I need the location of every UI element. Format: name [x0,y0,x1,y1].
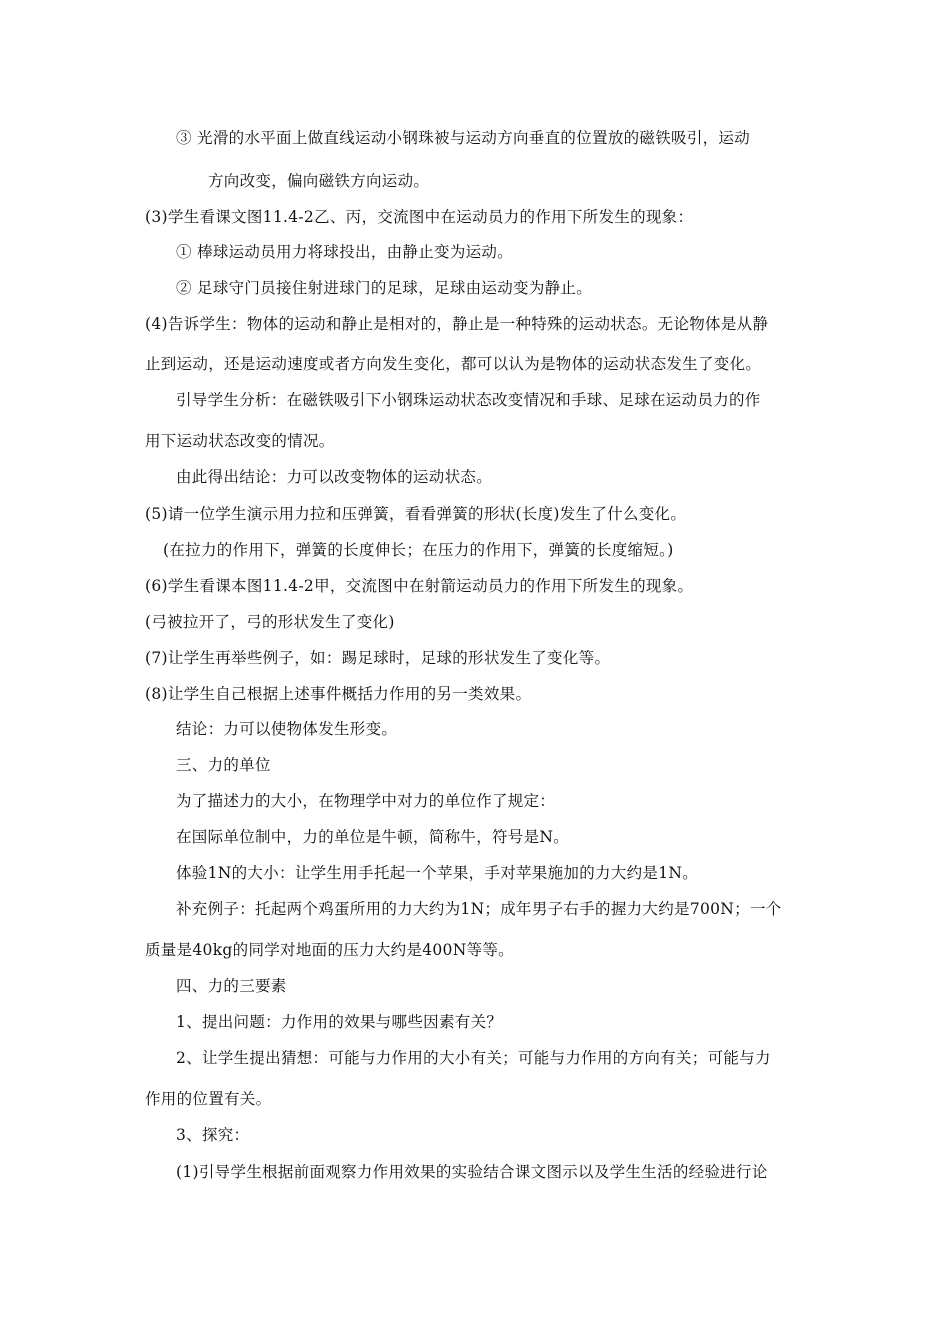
text-line: (弓被拉开了，弓的形状发生了变化) [145,613,395,631]
text-line: 补充例子：托起两个鸡蛋所用的力大约为1N；成年男子右手的握力大约是700N；一个 [176,900,782,918]
text-line: (8)让学生自己根据上述事件概括力作用的另一类效果。 [145,685,532,703]
text-line: 质量是40kg的同学对地面的压力大约是400N等等。 [145,941,514,959]
text-line: 在国际单位制中，力的单位是牛顿，简称牛，符号是N。 [176,828,570,846]
text-line: (在拉力的作用下，弹簧的长度伸长；在压力的作用下，弹簧的长度缩短。) [163,541,674,559]
text-line: 2、让学生提出猜想：可能与力作用的大小有关；可能与力作用的方向有关；可能与力 [176,1049,771,1067]
text-line: 由此得出结论：力可以改变物体的运动状态。 [176,468,493,486]
text-line: ② 足球守门员接住射进球门的足球，足球由运动变为静止。 [176,279,593,297]
text-line: (6)学生看课本图11.4-2甲，交流图中在射箭运动员力的作用下所发生的现象。 [145,577,694,595]
text-line: 用下运动状态改变的情况。 [145,432,335,450]
text-line: ① 棒球运动员用力将球投出，由静止变为运动。 [176,243,514,261]
text-line: 引导学生分析：在磁铁吸引下小钢珠运动状态改变情况和手球、足球在运动员力的作 [176,391,761,409]
text-line: (1)引导学生根据前面观察力作用效果的实验结合课文图示以及学生生活的经验进行论 [176,1163,768,1181]
text-line: 作用的位置有关。 [145,1090,272,1108]
text-line: (3)学生看课文图11.4-2乙、丙，交流图中在运动员力的作用下所发生的现象： [145,208,694,226]
text-line: (4)告诉学生：物体的运动和静止是相对的，静止是一种特殊的运动状态。无论物体是从静 [145,315,769,333]
text-line: 体验1N的大小：让学生用手托起一个苹果，手对苹果施加的力大约是1N。 [176,864,699,882]
text-line: 止到运动，还是运动速度或者方向发生变化，都可以认为是物体的运动状态发生了变化。 [145,355,762,373]
text-line: (7)让学生再举些例子，如：踢足球时，足球的形状发生了变化等。 [145,649,611,667]
text-line: ③ 光滑的水平面上做直线运动小钢珠被与运动方向垂直的位置放的磁铁吸引，运动 [176,129,751,147]
text-line: 1、提出问题：力作用的效果与哪些因素有关？ [176,1013,503,1031]
section-heading: 四、力的三要素 [176,977,287,995]
text-line: 3、探究： [176,1126,250,1144]
text-line: (5)请一位学生演示用力拉和压弹簧，看看弹簧的形状(长度)发生了什么变化。 [145,505,687,523]
section-heading: 三、力的单位 [176,756,271,774]
text-line: 结论：力可以使物体发生形变。 [176,720,398,738]
text-line: 方向改变，偏向磁铁方向运动。 [208,172,430,190]
text-line: 为了描述力的大小，在物理学中对力的单位作了规定： [176,792,556,810]
